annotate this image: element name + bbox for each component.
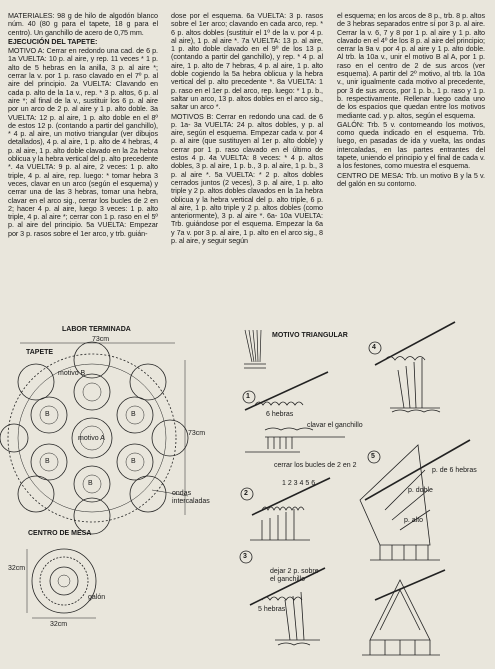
close-loops-label: cerrar los bucles de 2 en 2 [274,462,357,469]
step1b-drawing [245,437,345,452]
motif-a-label: motivo A [78,435,105,442]
motif-b-marker: B [88,480,93,487]
centerpiece-paragraph: CENTRO DE MESA: Trb. un motivo B y la 5 v. del galón en su contorno. [337,170,485,188]
centerpiece-height-dimension: 32cm [8,565,26,572]
execution-heading: EJECUCIÓN DEL TAPETE: [8,36,98,46]
step-number: 2 [244,490,248,497]
doily-width-dimension: 73cm [92,336,110,343]
motif-b-label: motivo B [58,370,86,377]
insert-hook-label: clavar el ganchillo [307,422,363,429]
doily-height-dimension: 73cm [188,430,206,437]
step-number: 5 [371,453,375,460]
interleaved-waves-label: ondas intercaladas [172,490,210,505]
scheme-paragraph: el esquema; en los arcos de 8 p., trb. 8 p. altos de 3 hebras separados entre sí por 3 p. al aire. Cerrar la v. 6, 7 y 8 por 1 p. al aire y 1 p. alto clavado en el 4º de los 8 p. al aire del principio; cerrar la 9a v. por 4 p. al aire y 1 p. alto doble. Al trb. la 10a v., unir el motivo B al A, por 1 p. raso en el centro de 2 de sus arcos (ver esquema). A partir del 2º motivo, al trb. la 10a v., unir igualmente cada motivo al precedente, por 3 de sus arcos, por 1 p. b., 1 p. raso y 1 p. b. respectivamente. Rellenar luego cada uno de los espacios que quedan entre los motivos mediante cad. y p. altos, según el esquema. [337,11,485,120]
centerpiece-width-dimension: 32cm [50,621,68,628]
step-number: 1 [246,393,250,400]
six-strand-stitch-label: p. de 6 hebras [432,467,477,474]
high-stitch-label: p. alto [404,517,424,524]
doily-label: TAPETE [26,349,54,356]
centerpiece-drawing [27,549,96,618]
step5b-drawing [362,570,445,655]
motif-b-marker: B [131,458,136,465]
step5-drawing [360,440,470,560]
triangular-motif-label: MOTIVO TRIANGULAR [272,332,348,339]
materials-paragraph: MATERIALES: 98 g de hilo de algodón blanco núm. 40 (80 g para el tapete, 18 g para el centro). Un ganchillo de acero de 0,75 mm. [8,11,158,37]
step4-drawing [375,322,455,412]
centerpiece-label: CENTRO DE MESA [28,530,92,537]
galon-paragraph: GALÓN: Trb. 5 v. contorneando los motivos, como queda indicado en el esquema. Trb. luego, en pasadas de ida y vuelta, las ondas intercaladas, en las partes entrantes del tapete, uniendo el principio y el final de cada v. a los festones, como muestra el esquema. [337,119,485,171]
six-strands-label: 6 hebras [266,411,294,418]
motif-b-marker: B [45,411,50,418]
step-number: 3 [243,553,247,560]
five-strands-label: 5 hebras [258,606,286,613]
motif-b-marker: B [45,458,50,465]
double-stitch-label: p. doble [408,487,433,494]
leave-stitches-label: dejar 2 p. sobre el ganchillo [270,568,319,583]
motif-a-paragraph: MOTIVO A: Cerrar en redondo una cad. de 6 p. 1a VUELTA: 10 p. al aire, y rep. 11 veces * 1 p. alto de 5 hebras en la anilla, 3 p. al aire *; cerrar la v. por 1 p. raso clavado en el 7º p. al aire del principio. 2a VUELTA: Clavando en cada p. alto de la 1a v., rep. * 3 p. altos, 6 p. al aire *; al final de la v., sustituir los 6 p. al aire por un arco de 2 p. al aire y 1 p. alto doble. 3a VUELTA: 12 p. al aire, 1 p. alto doble en el 8º de estos 12 p. (contando a partir del ganchillo), * 4 p. al aire, un motivo triangular (ver dibujos detallados), 4 p. al aire, 1 p. alto de 4 hebras, 4 p. al aire, 1 p. alto doble clavado en la 2a hebra oblicua y la hebra vertical del p. alto precedente *. 4a VUELTA: 9 p. al aire, 2 veces: 1 p. alto triple, 4 p. al aire, rep. luego: * tomar hebra 3 veces, clavar en un arco (según el esquema) y cerrar una de las 3 hebras, tomar una hebra, clavar en el arco sig., cerrar los bucles de 2 en 2; hacer 4 p. al aire, luego 3 veces: 1 p. alto triple, 4 p. al aire *; cerrar con 1 p. raso en el 5º p. al aire del principio. 5a VUELTA: Empezar por 3 p. rasos sobre el 1er arco, y trb. guián- [8,46,158,238]
motif-b-paragraph: MOTIVOS B: Cerrar en redondo una cad. de 6 p. 1a- 3a VUELTA: 24 p. altos dobles, y p. al aire, según el esquema. Empezar cada v. por 4 p. al aire (que sustituyen al 1er p. alto doble) y cerrar por 1 p. raso clavado en el último de estos 4 p. 4a VUELTA: 8 veces: * 4 p. altos dobles, 3 p. al aire, 1 p. b., 3 p. al aire, 1 p. b., 3 p. al aire *. 5a VUELTA: * 2 p. altos dobles cerrados juntos (2 veces), 3 p. al aire, 1 p. alto triple y 2 p. altos dobles clavados en la 1a hebra oblicua y la hebra vertical del p. alto triple, 6 p. al aire, 1 p. alto triple y 2 p. altos dobles (como anteriormente), 3 p. al aire *. 6a- 10a VUELTA: Trb. guiándose por el esquema. Empezar la 6a y 7a v. por 3 p. al aire, 1 p. alto en el arco sig., 8 p. al aire, y seguir según [171,111,323,246]
loop-numbers: 1 2 3 4 5 6 [282,480,316,487]
rounds-paragraph: dose por el esquema. 6a VUELTA: 3 p. rasos sobre el 1er arco; clavando en cada arco, rep. * 6 p. altos dobles (sustituir el 1º de la v. por 4 p. al aire), 1 p. al aire *. 7a VUELTA: 13 p. al aire, 1 p. alto doble clavado en el 9º de los 13 p. (contando a partir del ganchillo), y rep. * 4 p. al aire, 1 p. alto de 7 hebras, 4 p. al aire, 1 p. alto doble cogiendo la 5a hebra oblicua y la hebra vertical del p. alto precedente *. 8a VUELTA: 1 p. raso en el 1er p. del arco, rep. luego: * 1 p. b., saltar un arco, 13 p. altos dobles en el arco sig., saltar un arco *. [171,11,323,112]
triangular-motif-drawing [244,330,266,368]
motif-b-marker: B [131,411,136,418]
finished-work-label: LABOR TERMINADA [62,326,131,333]
galon-label: galón [88,594,106,601]
step-number: 4 [372,344,376,351]
